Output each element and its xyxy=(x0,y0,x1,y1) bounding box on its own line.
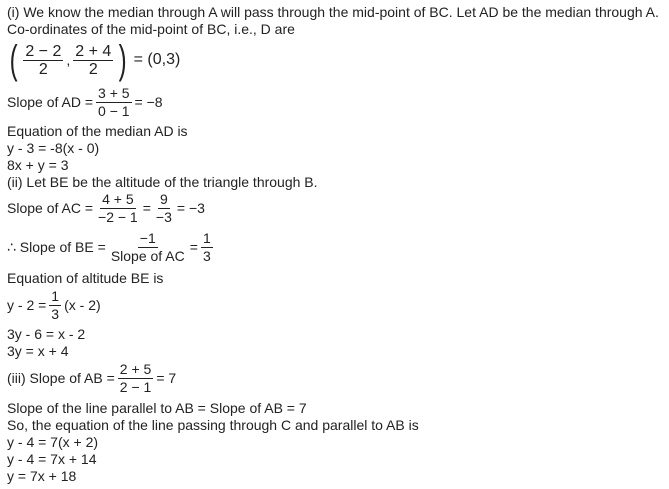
fraction-numerator: 9 xyxy=(159,190,168,207)
text-line-13: 3y - 6 = x - 2 xyxy=(7,326,86,342)
fraction-denominator: 0 − 1 xyxy=(98,102,130,119)
equation-be-fraction xyxy=(49,289,61,322)
slope-ad-result: = −8 xyxy=(134,94,163,110)
fraction-numerator: 2 + 5 xyxy=(119,360,152,377)
midpoint-expression xyxy=(7,40,180,80)
fraction-numerator: 1 xyxy=(202,229,211,246)
text-line-16: Slope of the line parallel to AB = Slope of AB = 7 xyxy=(7,400,307,416)
fraction-denominator: 2 xyxy=(38,60,48,78)
slope-be-fraction-2 xyxy=(201,231,213,264)
fraction-denominator: 2 − 1 xyxy=(119,378,152,395)
fraction-numerator: 4 + 5 xyxy=(102,190,134,207)
text-line-8: (ii) Let BE be the altitude of the triangle through B. xyxy=(7,174,318,190)
text-line-17: So, the equation of the line passing through C and parallel to AB is xyxy=(7,417,419,433)
text-line-19: y - 4 = 7x + 14 xyxy=(7,451,97,467)
comma: , xyxy=(66,52,71,68)
close-paren: ) xyxy=(118,38,127,82)
slope-ad-label: Slope of AD = xyxy=(7,94,94,110)
slope-be-expression xyxy=(7,229,216,265)
fraction-denominator: −3 xyxy=(155,208,172,225)
equation-be-right: (x - 2) xyxy=(64,297,101,313)
fraction-numerator: −1 xyxy=(139,229,156,246)
slope-be-fraction-1 xyxy=(109,231,187,264)
text-line-7: 8x + y = 3 xyxy=(7,157,69,173)
midpoint-y-fraction xyxy=(73,44,113,77)
slope-ad-expression xyxy=(7,84,163,120)
slope-ab-fraction xyxy=(118,362,154,395)
slope-ac-label: Slope of AC = xyxy=(7,200,94,216)
text-line-1: (i) We know the median through A will pass through the mid-point of BC. Let AD be the median through A. xyxy=(7,4,659,20)
slope-ac-fraction-2 xyxy=(154,192,174,225)
text-line-2: Co-ordinates of the mid-point of BC, i.e., D are xyxy=(7,21,295,37)
fraction-denominator: 3 xyxy=(51,305,60,322)
fraction-denominator: Slope of AC xyxy=(110,247,185,264)
equation-be-expression xyxy=(7,287,101,323)
midpoint-x-fraction xyxy=(23,44,63,77)
slope-ab-expression xyxy=(7,360,176,396)
midpoint-result: = (0,3) xyxy=(133,51,181,68)
fraction-numerator: 2 + 4 xyxy=(75,42,112,60)
equals-sign: = xyxy=(142,200,151,216)
text-line-20: y = 7x + 18 xyxy=(7,468,77,484)
text-line-14: 3y = x + 4 xyxy=(7,343,69,359)
fraction-numerator: 2 − 2 xyxy=(25,42,62,60)
fraction-numerator: 3 + 5 xyxy=(98,84,130,101)
slope-ab-label: (iii) Slope of AB = xyxy=(7,370,115,386)
slope-ac-result: = −3 xyxy=(176,200,205,216)
open-paren: ( xyxy=(9,38,18,82)
equation-be-left: y - 2 = xyxy=(7,297,47,313)
equals-sign: = xyxy=(189,239,198,255)
fraction-denominator: 3 xyxy=(202,247,211,264)
slope-ac-fraction-1 xyxy=(96,192,140,225)
text-line-18: y - 4 = 7(x + 2) xyxy=(7,434,99,450)
text-line-11: Equation of altitude BE is xyxy=(7,270,164,286)
slope-ac-expression xyxy=(7,190,205,226)
fraction-denominator: 2 xyxy=(88,60,98,78)
text-line-5: Equation of the median AD is xyxy=(7,123,188,139)
fraction-numerator: 1 xyxy=(51,287,60,304)
slope-ab-result: = 7 xyxy=(156,370,177,386)
fraction-denominator: −2 − 1 xyxy=(98,208,138,225)
text-line-6: y - 3 = -8(x - 0) xyxy=(7,140,100,156)
slope-ad-fraction xyxy=(96,86,132,119)
slope-be-label: ∴ Slope of BE = xyxy=(7,238,106,255)
